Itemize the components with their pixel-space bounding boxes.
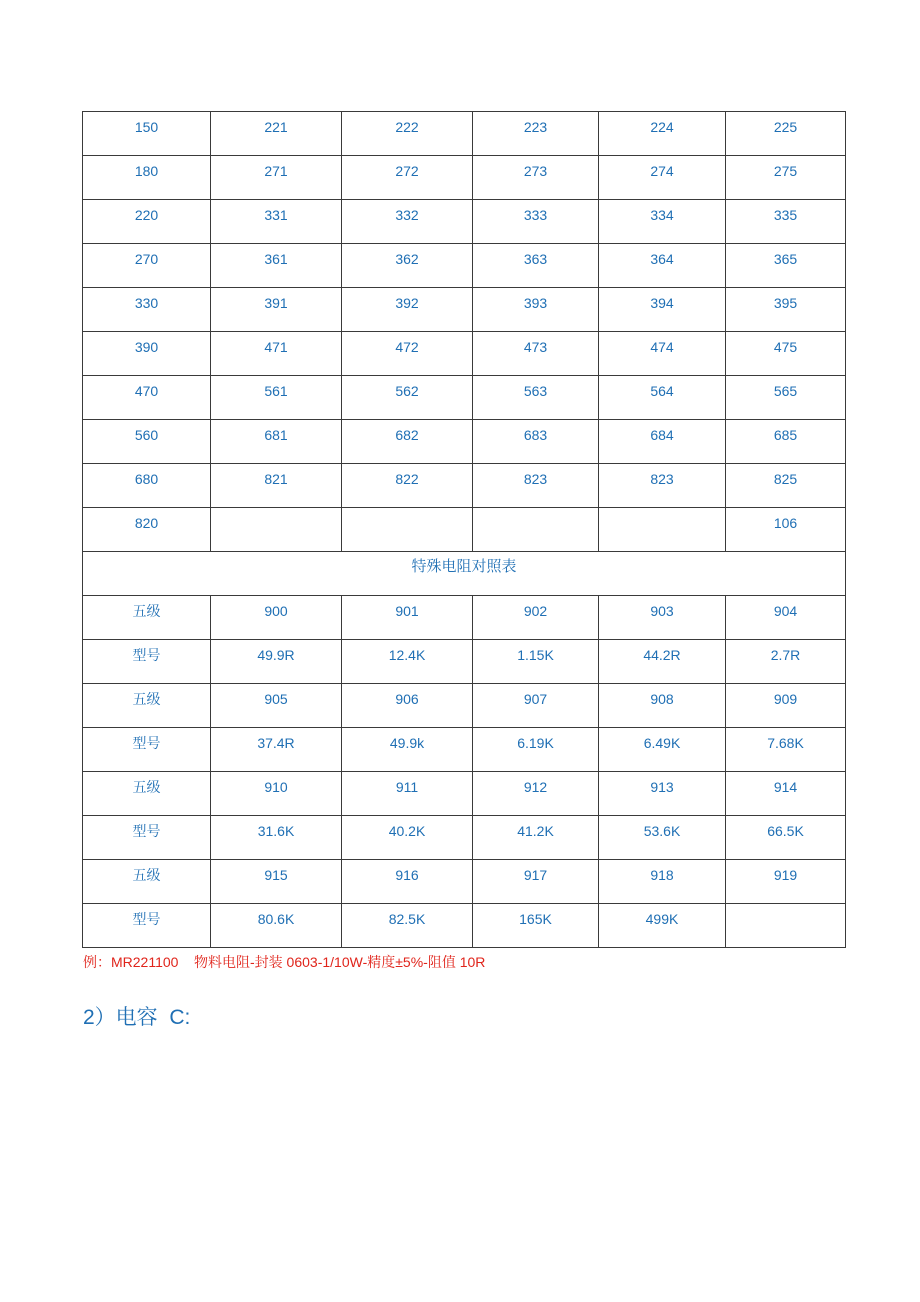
table-cell: 909 [726,684,846,728]
table-row [83,200,846,244]
table-cell: 916 [342,860,473,904]
table-cell: 905 [211,684,342,728]
table-cell: 274 [599,156,726,200]
table-cell: 221 [211,112,342,156]
table-cell: 904 [726,596,846,640]
table-cell: 821 [211,464,342,508]
table-cell: 335 [726,200,846,244]
table-cell: 31.6K [211,816,342,860]
table-cell: 五级 [83,772,211,816]
table-cell: 270 [83,244,211,288]
table-cell: 223 [473,112,599,156]
table-cell: 7.68K [726,728,846,772]
table-cell: 901 [342,596,473,640]
table-cell: 562 [342,376,473,420]
table-cell: 332 [342,200,473,244]
table-cell: 907 [473,684,599,728]
special-table-row [83,596,846,640]
table-cell: 908 [599,684,726,728]
table-cell: 49.9k [342,728,473,772]
table-cell: 823 [599,464,726,508]
table-cell: 362 [342,244,473,288]
table-cell: 37.4R [211,728,342,772]
table-cell: 1.15K [473,640,599,684]
table-cell: 822 [342,464,473,508]
table-cell: 684 [599,420,726,464]
table-cell: 560 [83,420,211,464]
table-cell: 364 [599,244,726,288]
table-cell: 471 [211,332,342,376]
table-cell: 914 [726,772,846,816]
table-cell: 395 [726,288,846,332]
table-cell: 型号 [83,728,211,772]
table-cell: 224 [599,112,726,156]
special-table-row [83,728,846,772]
table-cell: 394 [599,288,726,332]
table-cell: 41.2K [473,816,599,860]
table-cell: 917 [473,860,599,904]
table-cell: 680 [83,464,211,508]
table-cell: 型号 [83,904,211,948]
table-cell: 902 [473,596,599,640]
table-cell: 361 [211,244,342,288]
table-cell: 683 [473,420,599,464]
special-table-title: 特殊电阻对照表 [83,552,846,596]
table-cell: 222 [342,112,473,156]
special-table-row [83,816,846,860]
table-cell: 900 [211,596,342,640]
table-cell: 913 [599,772,726,816]
table-cell: 44.2R [599,640,726,684]
table-cell: 五级 [83,860,211,904]
table-cell: 682 [342,420,473,464]
table-cell: 型号 [83,640,211,684]
special-table-row [83,684,846,728]
table-cell: 五级 [83,596,211,640]
table-cell: 106 [726,508,846,552]
table-cell: 911 [342,772,473,816]
table-cell: 912 [473,772,599,816]
table-cell: 918 [599,860,726,904]
table-row [83,508,846,552]
table-cell: 82.5K [342,904,473,948]
table-cell: 40.2K [342,816,473,860]
table-cell: 392 [342,288,473,332]
table-cell: 271 [211,156,342,200]
table-cell: 915 [211,860,342,904]
table-cell: 225 [726,112,846,156]
table-cell: 型号 [83,816,211,860]
table-cell: 561 [211,376,342,420]
table-cell: 330 [83,288,211,332]
special-table-row [83,640,846,684]
table-cell: 470 [83,376,211,420]
table-row [83,376,846,420]
table-cell: 80.6K [211,904,342,948]
table-cell: 825 [726,464,846,508]
table-cell: 565 [726,376,846,420]
table-cell: 272 [342,156,473,200]
table-cell: 365 [726,244,846,288]
table-cell: 919 [726,860,846,904]
table-cell: 903 [599,596,726,640]
table-cell: 334 [599,200,726,244]
table-row [83,156,846,200]
table-cell: 12.4K [342,640,473,684]
table-row [83,420,846,464]
table-cell [342,508,473,552]
table-row [83,288,846,332]
special-table-row [83,772,846,816]
table-cell: 165K [473,904,599,948]
table-cell: 2.7R [726,640,846,684]
special-title-row [83,552,846,596]
table-cell: 6.19K [473,728,599,772]
table-cell: 331 [211,200,342,244]
table-cell: 910 [211,772,342,816]
table-cell: 66.5K [726,816,846,860]
table-cell: 681 [211,420,342,464]
table-cell: 180 [83,156,211,200]
table-cell: 475 [726,332,846,376]
table-cell [211,508,342,552]
table-cell: 685 [726,420,846,464]
table-cell: 499K [599,904,726,948]
table-cell: 472 [342,332,473,376]
table-cell: 49.9R [211,640,342,684]
section-heading-capacitor: 2）电容 C: [83,1006,191,1029]
resistor-code-table [82,111,846,948]
table-cell: 820 [83,508,211,552]
table-row [83,332,846,376]
table-cell: 474 [599,332,726,376]
table-cell: 823 [473,464,599,508]
table-cell: 473 [473,332,599,376]
example-note: 例：MR221100 物料电阻-封装 0603-1/10W-精度±5%-阻值 10R [83,954,486,970]
table-cell [473,508,599,552]
table-cell: 275 [726,156,846,200]
table-cell: 564 [599,376,726,420]
table-cell: 五级 [83,684,211,728]
table-cell: 390 [83,332,211,376]
table-cell: 906 [342,684,473,728]
table-cell: 563 [473,376,599,420]
special-table-row [83,904,846,948]
table-cell [726,904,846,948]
table-cell: 273 [473,156,599,200]
table-cell: 393 [473,288,599,332]
table-cell: 6.49K [599,728,726,772]
table-cell: 220 [83,200,211,244]
table-cell: 333 [473,200,599,244]
table-cell [599,508,726,552]
special-table-row [83,860,846,904]
table-row [83,464,846,508]
table-row [83,112,846,156]
table-cell: 363 [473,244,599,288]
table-cell: 53.6K [599,816,726,860]
table-cell: 150 [83,112,211,156]
table-row [83,244,846,288]
table-cell: 391 [211,288,342,332]
